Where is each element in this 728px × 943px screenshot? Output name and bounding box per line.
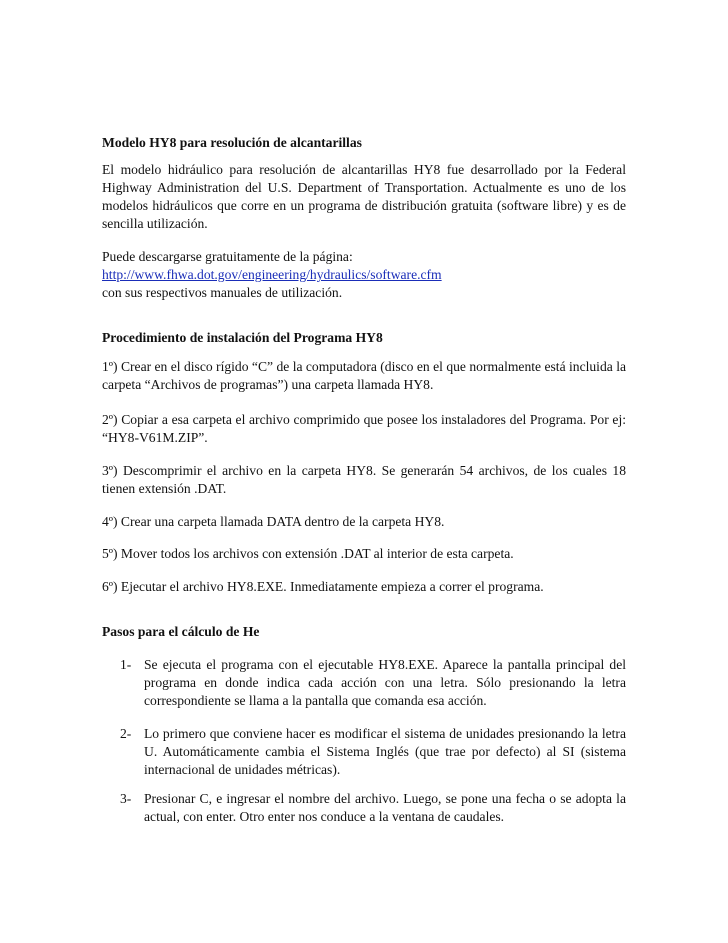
software-link[interactable]: http://www.fhwa.dot.gov/engineering/hydraulics/software.cfm bbox=[102, 267, 442, 282]
install-step-3: 3º) Descomprimir el archivo en la carpeta HY8. Se generarán 54 archivos, de los cuales 18 tienen extensión .DAT. bbox=[102, 463, 626, 496]
list-item-text: Presionar C, e ingresar el nombre del archivo. Luego, se pone una fecha o se adopta la actual, con enter. Otro enter nos conduce a la ventana de caudales. bbox=[144, 791, 626, 824]
section-title-steps: Pasos para el cálculo de He bbox=[102, 624, 260, 639]
install-step-5: 5º) Mover todos los archivos con extensión .DAT al interior de esta carpeta. bbox=[102, 546, 514, 561]
list-item-text: Lo primero que conviene hacer es modificar el sistema de unidades presionando la letra U. Automáticamente cambia el Sistema Inglés (que trae por defecto) al SI (sistema internacional de unidades métricas). bbox=[144, 726, 626, 777]
list-item bbox=[120, 790, 626, 826]
list-item bbox=[120, 725, 626, 779]
list-item-text: Se ejecuta el programa con el ejecutable HY8.EXE. Aparece la pantalla principal del programa en donde indica cada acción con una letra. Sólo presionando la letra correspondiente se llama a la pantalla que comanda esa acción. bbox=[144, 657, 626, 708]
install-step-1: 1º) Crear en el disco rígido “C” de la computadora (disco en el que normalmente está incluida la carpeta “Archivos de programas”) una carpeta llamada HY8. bbox=[102, 359, 626, 392]
intro-paragraph: El modelo hidráulico para resolución de alcantarillas HY8 fue desarrollado por la Federal Highway Administration del U.S. Department of Transportation. Actualmente es uno de los modelos hidráulicos que corre en un programa de distribución gratuita (software libre) y es de sencilla utilización. bbox=[102, 162, 626, 231]
install-step-2: 2º) Copiar a esa carpeta el archivo comprimido que posee los instaladores del Programa. Por ej: “HY8-V61M.ZIP”. bbox=[102, 412, 626, 445]
install-step-4: 4º) Crear una carpeta llamada DATA dentro de la carpeta HY8. bbox=[102, 514, 445, 529]
list-item bbox=[120, 656, 626, 710]
section-title-install: Procedimiento de instalación del Programa HY8 bbox=[102, 330, 383, 345]
list-item-number: 3- bbox=[120, 791, 132, 806]
install-step-6: 6º) Ejecutar el archivo HY8.EXE. Inmediatamente empieza a correr el programa. bbox=[102, 579, 544, 594]
list-item-number: 1- bbox=[120, 657, 132, 672]
section-title-model: Modelo HY8 para resolución de alcantarillas bbox=[102, 135, 362, 150]
download-label: Puede descargarse gratuitamente de la página: bbox=[102, 249, 353, 264]
manuals-text: con sus respectivos manuales de utilización. bbox=[102, 285, 343, 300]
list-item-number: 2- bbox=[120, 726, 132, 741]
